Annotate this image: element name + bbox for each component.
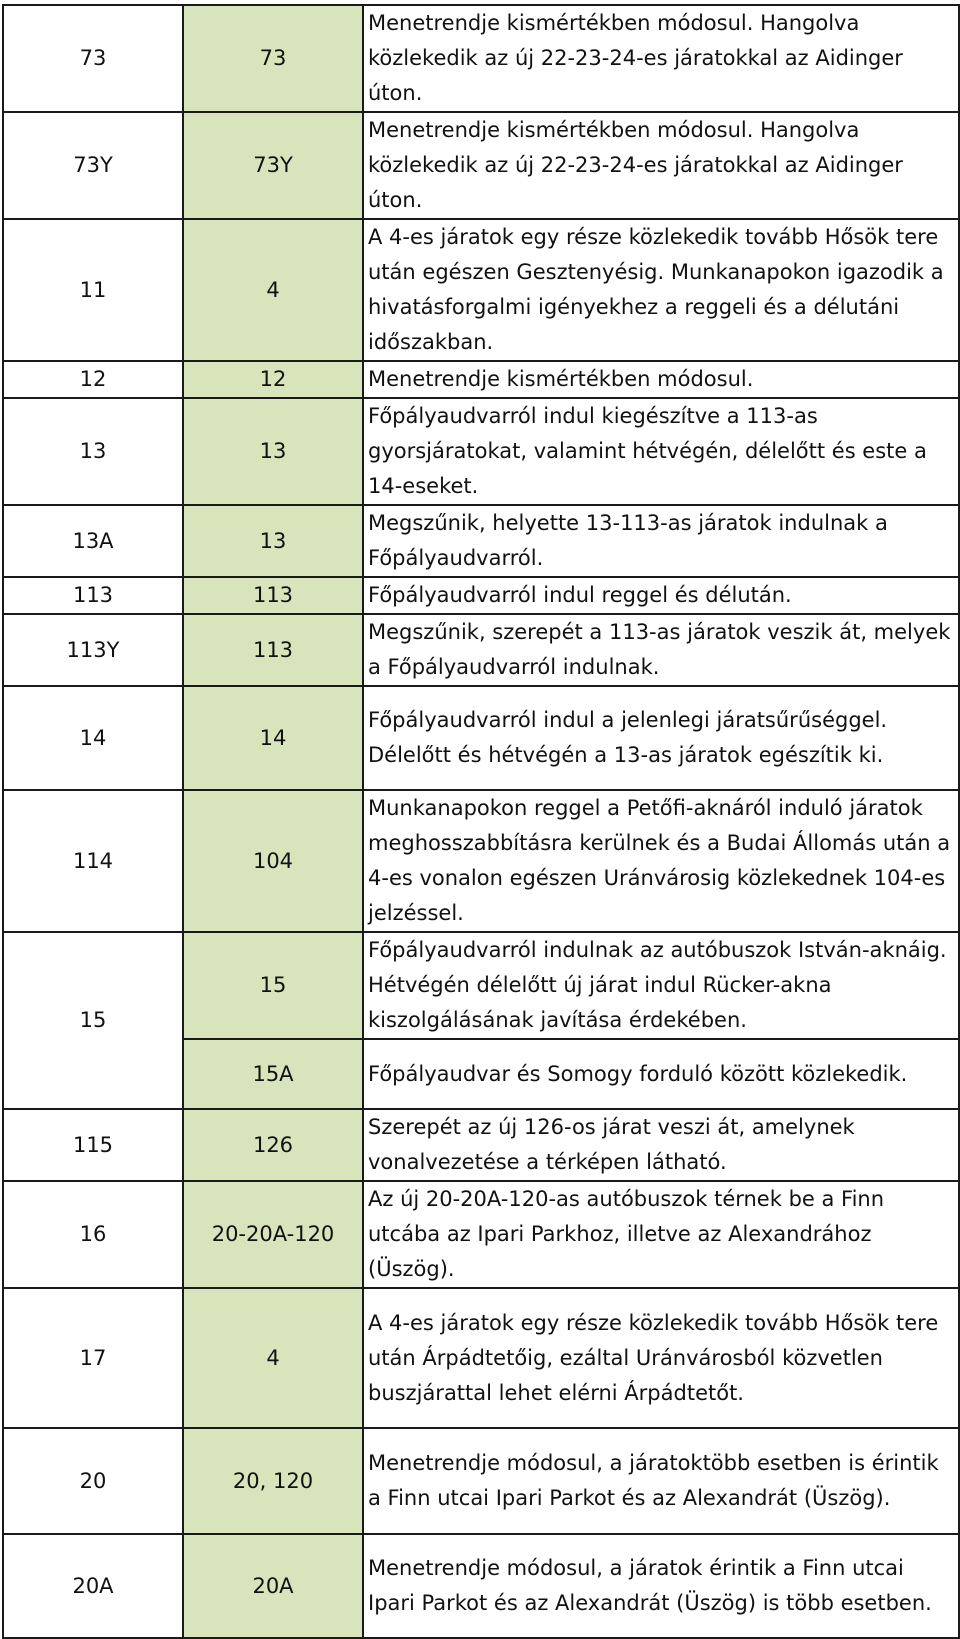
description-cell: Az új 20-20A-120-as autóbuszok térnek be a Finn utcába az Ipari Parkhoz, illetve az Alexandrához (Üszög). (363, 1181, 959, 1288)
new-route-cell: 20, 120 (183, 1428, 363, 1534)
description-cell: A 4-es járatok egy része közlekedik tovább Hősök tere után egészen Gesztenyésig. Munkanapokon igazodik a hivatásforgalmi igényekhez a reggeli és a délutáni időszakban. (363, 219, 959, 361)
old-route-cell: 115 (3, 1109, 183, 1181)
table-row (3, 112, 959, 219)
old-route-cell: 13A (3, 505, 183, 577)
new-route-cell: 20A (183, 1534, 363, 1638)
old-route-cell: 11 (3, 219, 183, 361)
old-route-cell: 20 (3, 1428, 183, 1534)
table-row (3, 1534, 959, 1638)
old-route-cell: 113 (3, 577, 183, 614)
old-route-cell: 12 (3, 361, 183, 398)
old-route-cell: 113Y (3, 614, 183, 686)
description-cell: Menetrendje módosul, a járatoktöbb esetben is érintik a Finn utcai Ipari Parkot és az Alexandrát (Üszög). (363, 1428, 959, 1534)
description-cell: Főpályaudvarról indul reggel és délután. (363, 577, 959, 614)
table-row (3, 398, 959, 505)
table-row (3, 5, 959, 112)
old-route-cell: 15 (3, 932, 183, 1109)
description-cell: Főpályaudvarról indul kiegészítve a 113-as gyorsjáratokat, valamint hétvégén, délelőtt és este a 14-eseket. (363, 398, 959, 505)
description-cell: Menetrendje kismértékben módosul. Hangolva közlekedik az új 22-23-24-es járatokkal az Aidinger úton. (363, 5, 959, 112)
new-route-cell: 104 (183, 790, 363, 932)
new-route-cell: 4 (183, 1288, 363, 1428)
description-cell: Főpályaudvar és Somogy forduló között közlekedik. (363, 1039, 959, 1109)
old-route-cell: 17 (3, 1288, 183, 1428)
description-cell: Menetrendje kismértékben módosul. Hangolva közlekedik az új 22-23-24-es járatokkal az Aidinger úton. (363, 112, 959, 219)
new-route-cell: 73 (183, 5, 363, 112)
new-route-cell: 15A (183, 1039, 363, 1109)
table-row (3, 790, 959, 932)
new-route-cell: 4 (183, 219, 363, 361)
old-route-cell: 73 (3, 5, 183, 112)
description-cell: Szerepét az új 126-os járat veszi át, amelynek vonalvezetése a térképen látható. (363, 1109, 959, 1181)
old-route-cell: 114 (3, 790, 183, 932)
table-row (3, 577, 959, 614)
description-cell: Főpályaudvarról indulnak az autóbuszok István-aknáig. Hétvégén délelőtt új járat indul Rücker-akna kiszolgálásának javítása érdekében. (363, 932, 959, 1039)
description-cell: A 4-es járatok egy része közlekedik tovább Hősök tere után Árpádtetőig, ezáltal Uránvárosból közvetlen buszjárattal lehet elérni Árpádtetőt. (363, 1288, 959, 1428)
new-route-cell: 13 (183, 505, 363, 577)
new-route-cell: 14 (183, 686, 363, 790)
new-route-cell: 113 (183, 614, 363, 686)
table-row (3, 361, 959, 398)
description-cell: Menetrendje módosul, a járatok érintik a Finn utcai Ipari Parkot és az Alexandrát (Üszög) is több esetben. (363, 1534, 959, 1638)
description-cell: Megszűnik, helyette 13-113-as járatok indulnak a Főpályaudvarról. (363, 505, 959, 577)
new-route-cell: 12 (183, 361, 363, 398)
old-route-cell: 73Y (3, 112, 183, 219)
table-row (3, 932, 959, 1039)
new-route-cell: 126 (183, 1109, 363, 1181)
table-row (3, 505, 959, 577)
new-route-cell: 15 (183, 932, 363, 1039)
table-row (3, 1181, 959, 1288)
route-changes-table (2, 4, 960, 1639)
description-cell: Főpályaudvarról indul a jelenlegi járatsűrűséggel. Délelőtt és hétvégén a 13-as járatok egészítik ki. (363, 686, 959, 790)
old-route-cell: 13 (3, 398, 183, 505)
table-row (3, 1288, 959, 1428)
table-row (3, 1428, 959, 1534)
old-route-cell: 16 (3, 1181, 183, 1288)
table-row (3, 614, 959, 686)
old-route-cell: 14 (3, 686, 183, 790)
description-cell: Munkanapokon reggel a Petőfi-aknáról induló járatok meghosszabbításra kerülnek és a Budai Állomás után a 4-es vonalon egészen Uránvárosig közlekednek 104-es jelzéssel. (363, 790, 959, 932)
table-row (3, 219, 959, 361)
description-cell: Megszűnik, szerepét a 113-as járatok veszik át, melyek a Főpályaudvarról indulnak. (363, 614, 959, 686)
table-row (3, 1109, 959, 1181)
old-route-cell: 20A (3, 1534, 183, 1638)
new-route-cell: 73Y (183, 112, 363, 219)
new-route-cell: 20-20A-120 (183, 1181, 363, 1288)
description-cell: Menetrendje kismértékben módosul. (363, 361, 959, 398)
new-route-cell: 113 (183, 577, 363, 614)
table-row (3, 686, 959, 790)
new-route-cell: 13 (183, 398, 363, 505)
